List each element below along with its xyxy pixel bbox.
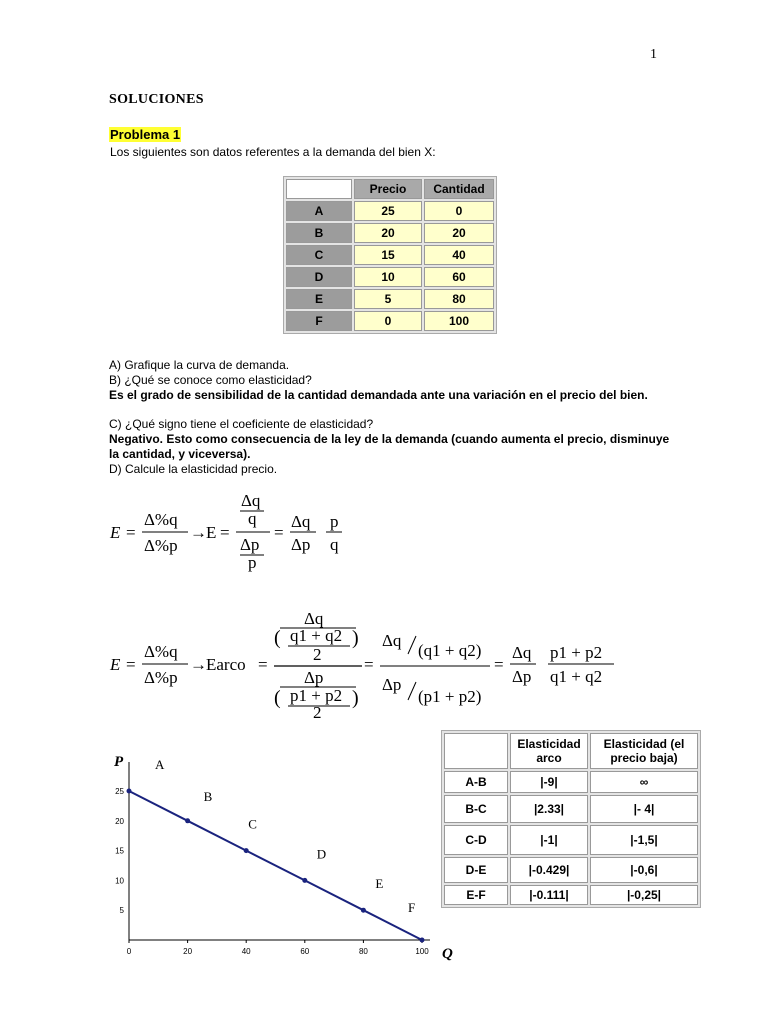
precio-cell: 15 xyxy=(354,245,422,265)
row-label: A-B xyxy=(444,771,508,793)
formula-equals: = xyxy=(220,523,230,542)
y-axis-label: P xyxy=(114,754,124,770)
formula-p-sum: (p1 + p2) xyxy=(418,687,482,706)
arco-cell: |-1| xyxy=(510,825,588,855)
formula-numerator: Δ%q xyxy=(144,642,178,661)
paren-left: ( xyxy=(274,687,281,709)
formula-earco: Earco xyxy=(206,655,246,674)
page-heading: SOLUCIONES xyxy=(109,92,204,107)
formula-delta-q: Δq xyxy=(512,643,532,662)
demand-line xyxy=(129,788,422,940)
intro-text: Los siguientes son datos referentes a la demanda del bien X: xyxy=(110,145,436,159)
arco-cell: |-0.429| xyxy=(510,857,588,883)
baja-cell: |-0,25| xyxy=(590,885,698,905)
row-label: E xyxy=(286,289,352,309)
table-row xyxy=(444,885,698,905)
formula-delta-p: Δp xyxy=(291,535,311,554)
x-tick-label: 0 xyxy=(126,947,132,956)
formula-p-sum: p1 + p2 xyxy=(550,643,603,662)
x-tick-label: 60 xyxy=(300,947,310,956)
point-label: B xyxy=(203,788,213,804)
formula-equals: = xyxy=(258,655,268,674)
paren-right: ) xyxy=(352,627,359,649)
paren-right: ) xyxy=(352,687,359,709)
row-label: B xyxy=(286,223,352,243)
table-corner xyxy=(286,179,352,199)
formula-q: q xyxy=(330,535,339,554)
x-tick-label: 20 xyxy=(183,947,193,956)
demand-chart xyxy=(110,750,470,970)
formula-q-sum: (q1 + q2) xyxy=(418,641,482,660)
cantidad-cell: 80 xyxy=(424,289,494,309)
precio-cell: 25 xyxy=(354,201,422,221)
arco-cell: |-0.111| xyxy=(510,885,588,905)
x-tick-label: 80 xyxy=(358,947,368,956)
table-row xyxy=(286,245,494,265)
header-baja: Elasticidad (el precio baja) xyxy=(590,733,698,769)
formula-delta-q: Δq xyxy=(382,631,402,650)
paren-left: ( xyxy=(274,627,281,649)
formula-p: p xyxy=(248,553,257,572)
formula-delta-p: Δp xyxy=(382,675,402,694)
x-tick-label: 100 xyxy=(415,947,429,956)
elasticity-table xyxy=(441,730,701,908)
formula-p: p xyxy=(330,512,339,531)
arco-cell: |-9| xyxy=(510,771,588,793)
data-point xyxy=(185,818,190,823)
precio-cell: 0 xyxy=(354,311,422,331)
formula-numerator: Δ%q xyxy=(144,510,178,529)
formula-q-sum: q1 + q2 xyxy=(550,667,603,686)
point-label: A xyxy=(155,757,165,772)
precio-cell: 10 xyxy=(354,267,422,287)
y-tick-label: 15 xyxy=(115,846,124,856)
table-row xyxy=(286,267,494,287)
point-label: D xyxy=(316,846,327,862)
question-b: B) ¿Qué se conoce como elasticidad? xyxy=(109,373,312,387)
problem-title: Problema 1 xyxy=(110,127,181,142)
formula-equals: = xyxy=(494,655,504,674)
data-point xyxy=(420,938,425,943)
formula-two: 2 xyxy=(313,703,322,720)
point-label: C xyxy=(248,816,257,832)
arc-elasticity-formula xyxy=(108,610,628,720)
cantidad-cell: 60 xyxy=(424,267,494,287)
y-tick-label: 5 xyxy=(119,906,124,916)
elasticity-formula xyxy=(108,488,358,573)
answer-b: Es el grado de sensibilidad de la cantidad demandada ante una variación en el precio del bien. xyxy=(109,388,648,402)
row-label: E-F xyxy=(444,885,508,905)
formula-equals: = xyxy=(274,523,284,542)
page-number: 1 xyxy=(650,47,657,62)
x-tick-label: 40 xyxy=(241,947,251,956)
formula-arrow: → xyxy=(190,523,207,542)
row-label: C xyxy=(286,245,352,265)
table-row xyxy=(444,857,698,883)
table-row xyxy=(444,795,698,823)
baja-cell: |- 4| xyxy=(590,795,698,823)
table-row xyxy=(444,825,698,855)
header-cantidad: Cantidad xyxy=(424,179,494,199)
point-label: E xyxy=(375,876,384,892)
precio-cell: 20 xyxy=(354,223,422,243)
formula-delta-p: Δp xyxy=(304,668,324,687)
row-label: F xyxy=(286,311,352,331)
formula-two: 2 xyxy=(313,645,322,664)
arco-cell: |2.33| xyxy=(510,795,588,823)
question-d: D) Calcule la elasticidad precio. xyxy=(109,462,278,476)
row-label: A xyxy=(286,201,352,221)
header-arco: Elasticidad arco xyxy=(510,733,588,769)
cantidad-cell: 40 xyxy=(424,245,494,265)
y-tick-label: 10 xyxy=(115,876,124,886)
row-label: C-D xyxy=(444,825,508,855)
data-point xyxy=(244,848,249,853)
table-row xyxy=(286,289,494,309)
table-row xyxy=(286,201,494,221)
formula-symbol: E xyxy=(110,655,121,674)
row-label: D xyxy=(286,267,352,287)
point-label: F xyxy=(408,900,416,915)
y-tick-label: 20 xyxy=(115,816,124,826)
table-row xyxy=(444,771,698,793)
formula-denominator: Δ%p xyxy=(144,536,178,555)
formula-symbol: E xyxy=(110,523,121,542)
baja-cell: ∞ xyxy=(590,771,698,793)
formula-delta-q: Δq xyxy=(241,491,261,510)
cantidad-cell: 0 xyxy=(424,201,494,221)
formula-p-sum: p1 + p2 xyxy=(290,686,343,705)
question-a: A) Grafique la curva de demanda. xyxy=(109,358,290,372)
cantidad-cell: 100 xyxy=(424,311,494,331)
formula-delta-p: Δp xyxy=(512,667,532,686)
x-axis-label: Q xyxy=(442,946,453,962)
header-precio: Precio xyxy=(354,179,422,199)
baja-cell: |-1,5| xyxy=(590,825,698,855)
data-point xyxy=(302,878,307,883)
table-row xyxy=(286,223,494,243)
formula-delta-q: Δq xyxy=(291,512,311,531)
precio-cell: 5 xyxy=(354,289,422,309)
baja-cell: |-0,6| xyxy=(590,857,698,883)
formula-equals: = xyxy=(364,655,374,674)
question-c: C) ¿Qué signo tiene el coeficiente de elasticidad? xyxy=(109,417,374,431)
answer-c: Negativo. Esto como consecuencia de la ley de la demanda (cuando aumenta el precio, disminuye la cantidad, y viceversa). xyxy=(109,432,670,461)
row-label: B-C xyxy=(444,795,508,823)
formula-symbol: E xyxy=(206,523,217,542)
formula-arrow: → xyxy=(190,655,207,674)
formula-delta-q: Δq xyxy=(304,610,324,628)
formula-q: q xyxy=(248,509,257,528)
demand-table xyxy=(283,176,497,334)
row-label: D-E xyxy=(444,857,508,883)
formula-equals: = xyxy=(126,523,136,542)
data-point xyxy=(361,908,366,913)
table-row xyxy=(286,311,494,331)
data-point xyxy=(127,789,132,794)
y-tick-label: 25 xyxy=(115,787,124,796)
formula-equals: = xyxy=(126,655,136,674)
formula-q-sum: q1 + q2 xyxy=(290,626,343,645)
formula-denominator: Δ%p xyxy=(144,668,178,687)
formula-delta-p: Δp xyxy=(240,535,260,554)
cantidad-cell: 20 xyxy=(424,223,494,243)
